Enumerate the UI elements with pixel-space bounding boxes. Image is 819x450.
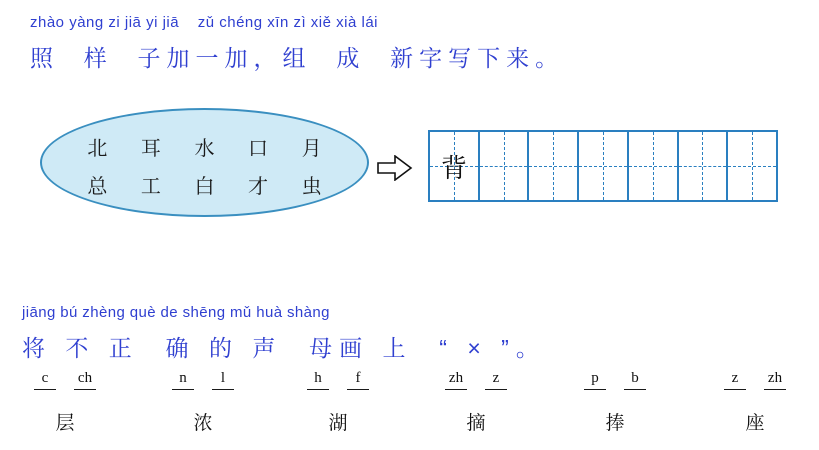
choice-word: 浓: [193, 413, 213, 434]
right-arrow-icon: [377, 155, 413, 181]
choice-option[interactable]: z: [485, 370, 507, 390]
exercise2-pinyin: jiāng bú zhèng què de shēng mǔ huà shàng: [22, 304, 330, 321]
choice-item: [10, 370, 120, 435]
choice-word: 湖: [328, 413, 348, 434]
choice-option[interactable]: z: [724, 370, 746, 390]
choice-item: [560, 370, 670, 435]
choice-word: 层: [55, 413, 75, 434]
exercise1-pinyin: zhào yàng zi jiā yi jiā zǔ chéng xīn zì xiě xià lái: [30, 14, 378, 31]
choice-options: [10, 370, 120, 390]
choice-option[interactable]: ch: [74, 370, 96, 390]
choice-options: [421, 370, 531, 390]
grid-cell[interactable]: [629, 132, 679, 200]
bubble-row-1: 北 耳 水 口 月: [87, 138, 336, 160]
grid-cell[interactable]: [480, 132, 530, 200]
grid-cell-char: [579, 132, 627, 200]
grid-cell-char: [679, 132, 727, 200]
choice-row: [0, 370, 819, 450]
grid-cell[interactable]: [430, 132, 480, 200]
choice-options: [560, 370, 670, 390]
bubble-row-2: 总 工 白 才 虫: [87, 176, 336, 198]
grid-cell[interactable]: [728, 132, 776, 200]
choice-item: [148, 370, 258, 435]
choice-options: [283, 370, 393, 390]
choice-option[interactable]: b: [624, 370, 646, 390]
grid-cell-char: [629, 132, 677, 200]
exercise1-instruction: 照 样 子加一加，组 成 新字写下来。: [30, 45, 565, 71]
grid-cell-char: [529, 132, 577, 200]
choice-word: 摘: [466, 413, 486, 434]
choice-option[interactable]: n: [172, 370, 194, 390]
choice-option[interactable]: h: [307, 370, 329, 390]
grid-cell[interactable]: [679, 132, 729, 200]
character-bubble: [40, 108, 369, 217]
choice-item: [700, 370, 810, 435]
choice-option[interactable]: zh: [764, 370, 786, 390]
exercise2-instruction: 将 不 正 确 的 声 母画 上 “ × ”。: [22, 335, 546, 361]
choice-option[interactable]: l: [212, 370, 234, 390]
choice-word: 捧: [605, 413, 625, 434]
choice-item: [421, 370, 531, 435]
choice-options: [700, 370, 810, 390]
grid-cell-char: [480, 132, 528, 200]
grid-cell-char: [728, 132, 776, 200]
writing-grid: [428, 130, 778, 202]
choice-option[interactable]: f: [347, 370, 369, 390]
choice-word: 座: [745, 413, 765, 434]
grid-cell[interactable]: [529, 132, 579, 200]
grid-cell[interactable]: [579, 132, 629, 200]
grid-cell-char: 背: [440, 152, 467, 183]
choice-option[interactable]: p: [584, 370, 606, 390]
choice-option[interactable]: zh: [445, 370, 467, 390]
choice-item: [283, 370, 393, 435]
choice-option[interactable]: c: [34, 370, 56, 390]
choice-options: [148, 370, 258, 390]
